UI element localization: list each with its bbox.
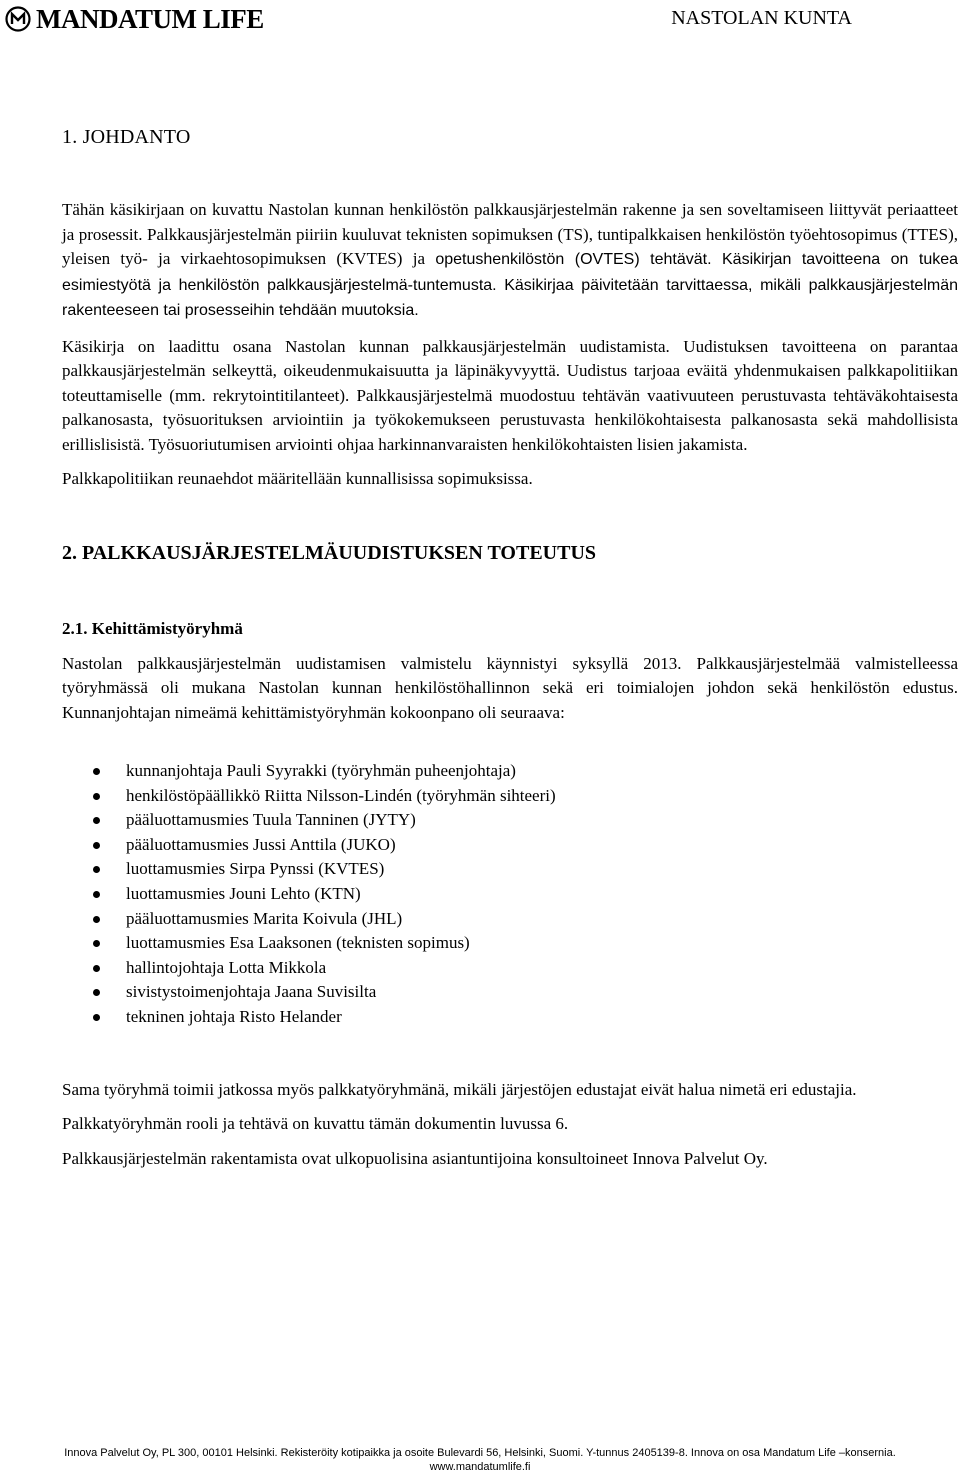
list-item: luottamusmies Jouni Lehto (KTN): [62, 882, 958, 907]
intro-paragraph-1: [62, 198, 958, 324]
company-logo: [5, 4, 264, 34]
section-2-1-heading: 2.1. Kehittämistyöryhmä: [62, 618, 243, 638]
section-2-heading: 2. PALKKAUSJÄRJESTELMÄUUDISTUKSEN TOTEUTUS: [62, 541, 597, 564]
workgroup-paragraph: Nastolan palkkausjärjestelmän uudistamisen valmistelu käynnistyi syksyllä 2013. Palkkausjärjestelmää valmistelleessa työryhmässä oli mukana Nastolan kunnan henkilöstöhallinnon sekä eri toimialojen johdon sekä henkilöstön edustus. Kunnanjohtajan nimeämä kehittämistyöryhmän kokoonpano oli seuraava:: [62, 653, 958, 722]
list-item: pääluottamusmies Tuula Tanninen (JYTY): [62, 808, 958, 833]
organization-name: NASTOLAN KUNTA: [671, 7, 852, 29]
intro-paragraph-3: Palkkapolitiikan reunaehdot määritellään kunnallisissa sopimuksissa.: [62, 469, 533, 488]
section-1-heading: 1. JOHDANTO: [62, 126, 191, 148]
page-header: [0, 0, 960, 40]
list-item: pääluottamusmies Jussi Anttila (JUKO): [62, 833, 958, 858]
list-item: henkilöstöpäällikkö Riitta Nilsson-Lindén (työryhmän sihteeri): [62, 784, 958, 809]
mandatum-logo-icon: [5, 6, 31, 32]
intro-paragraph-1-serif: Tähän käsikirjaan on kuvattu Nastolan kunnan henkilöstön palkkausjärjestelmän rakenne ja sen soveltamiseen liittyvät periaatteet ja prosessit. Palkkausjärjestelmän piiriin kuuluvat teknisten sopimuksen (TS), tuntipalkkaisen henkilöstön työehtosopimus (TTES), yleisen työ- ja virkaehtosopimuksen (KVTES) ja: [62, 200, 958, 268]
list-item: luottamusmies Sirpa Pynssi (KVTES): [62, 857, 958, 882]
intro-paragraph-2: Käsikirja on laadittu osana Nastolan kunnan palkkausjärjestelmän uudistamista. Uudistuksen tavoitteena on parantaa palkkausjärjestelmän selkeyttä, oikeudenmukaisuutta ja läpinäkyvyyttä. Uudistus tarjoaa eväitä yhdenmukaisen palkkapolitiikan toteuttamiselle (mm. rekrytointitilanteet). Palkkausjärjestelmä muodostuu tehtävän vaativuuteen perustuvasta tehtäväkohtaisesta palkanosasta, työsuorituksen arviointiin ja työkokemukseen perustuvasta henkilökohtaisesta palkanosasta sekä mahdollisista erillislisistä. Työsuoriutumisen arviointi ohjaa harkinnanvaraisten henkilökohtaisten lisien jakamista.: [62, 336, 958, 454]
logo-text: MANDATUM LIFE: [36, 4, 264, 34]
list-item: kunnanjohtaja Pauli Syyrakki (työryhmän puheenjohtaja): [62, 759, 958, 784]
intro-paragraph-1-sans: opetushenkilöstön (OVTES) tehtävät. Käsikirjan tavoitteena on tukea esimiestyötä ja henkilöstön palkkausjärjestelmä-tuntemusta. Käsikirjaa päivitetään tarvittaessa, mikäli palkkausjärjestelmän rakenteeseen tai prosesseihin tehdään muutoksia.: [62, 251, 959, 319]
salary-group-paragraph: Sama työryhmä toimii jatkossa myös palkkatyöryhmänä, mikäli järjestöjen edustajat eivät halua nimetä eri edustajia.: [62, 1079, 857, 1099]
footer-website: www.mandatumlife.fi: [429, 1461, 531, 1473]
list-item: hallintojohtaja Lotta Mikkola: [62, 956, 958, 981]
list-item: tekninen johtaja Risto Helander: [62, 1005, 958, 1030]
document-body: [62, 124, 958, 1171]
workgroup-member-list: [62, 759, 958, 1030]
footer-company-info: Innova Palvelut Oy, PL 300, 00101 Helsinki. Rekisteröity kotipaikka ja osoite Bulevardi 56, Helsinki, Suomi. Y-tunnus 2405139-8. Innova on osa Mandatum Life –konsernia.: [64, 1447, 896, 1459]
salary-group-role-paragraph: Palkkatyöryhmän rooli ja tehtävä on kuvattu tämän dokumentin luvussa 6.: [62, 1114, 569, 1134]
page-footer: [0, 1446, 960, 1474]
consultant-paragraph: Palkkausjärjestelmän rakentamista ovat ulkopuolisina asiantuntijoina konsultoineet Innova Palvelut Oy.: [62, 1148, 768, 1168]
list-item: pääluottamusmies Marita Koivula (JHL): [62, 907, 958, 932]
list-item: luottamusmies Esa Laaksonen (teknisten sopimus): [62, 931, 958, 956]
list-item: sivistystoimenjohtaja Jaana Suvisilta: [62, 980, 958, 1005]
